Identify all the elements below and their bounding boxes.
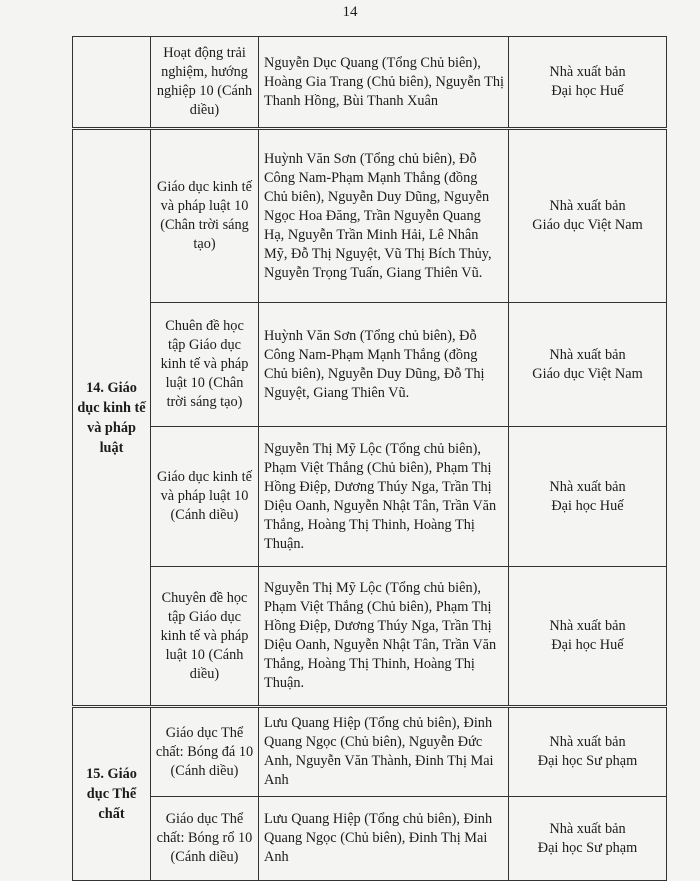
book-title: Giáo dục Thể chất: Bóng rổ 10 (Cánh diều) xyxy=(151,797,259,881)
book-publisher xyxy=(509,567,667,707)
book-authors: Lưu Quang Hiệp (Tổng chủ biên), Đinh Quang Ngọc (Chủ biên), Đinh Thị Mai Anh xyxy=(259,797,509,881)
publisher-line-1: Nhà xuất bản xyxy=(549,618,626,634)
publisher-line-1: Nhà xuất bản xyxy=(549,64,626,80)
publisher-line-1: Nhà xuất bản xyxy=(549,820,626,837)
book-title: Giáo dục Thể chất: Bóng đá 10 (Cánh diều) xyxy=(151,707,259,797)
table-row xyxy=(73,303,667,427)
table-row xyxy=(73,567,667,707)
publisher-line-2: Đại học Sư phạm xyxy=(537,839,638,856)
book-publisher xyxy=(509,303,667,427)
book-publisher xyxy=(509,129,667,303)
book-publisher xyxy=(509,707,667,797)
table-row xyxy=(73,707,667,797)
publisher-line-2: Đại học Huế xyxy=(551,637,624,653)
book-authors: Nguyễn Dục Quang (Tổng Chủ biên), Hoàng Gia Trang (Chủ biên), Nguyễn Thị Thanh Hồng, Bùi Thanh Xuân xyxy=(259,37,509,129)
book-authors: Nguyễn Thị Mỹ Lộc (Tổng chủ biên), Phạm Việt Thắng (Chủ biên), Phạm Thị Hồng Điệp, Dương Thúy Nga, Trần Thị Diệu Oanh, Nguyễn Nhật Tân, Trần Văn Thắng, Hoàng Thị Thinh, Hoàng Thị Thuận. xyxy=(259,567,509,707)
publisher-line-2: Giáo dục Việt Nam xyxy=(532,217,643,233)
publisher-line-2: Đại học Huế xyxy=(551,497,624,514)
book-authors: Huỳnh Văn Sơn (Tổng chủ biên), Đỗ Công Nam-Phạm Mạnh Thắng (đồng Chủ biên), Nguyễn Duy Dũng, Nguyễn Ngọc Hoa Đăng, Trần Nguyễn Quang Hạ, Nguyễn Trần Minh Hải, Lê Nhân Mỹ, Đỗ Thị Nguyệt, Vũ Thị Bích Thủy, Nguyễn Trọng Tuấn, Giang Thiên Vũ. xyxy=(259,129,509,303)
publisher-line-1: Nhà xuất bản xyxy=(549,478,626,495)
page-number: 14 xyxy=(342,4,358,20)
textbook-table xyxy=(72,36,667,881)
book-publisher xyxy=(509,37,667,129)
book-title: Chuyên đề học tập Giáo dục kinh tế và pháp luật 10 (Cánh diều) xyxy=(151,567,259,707)
subject-cell xyxy=(73,37,151,129)
table-row xyxy=(73,129,667,303)
book-publisher xyxy=(509,797,667,881)
book-title: Giáo dục kinh tế và pháp luật 10 (Cánh diều) xyxy=(151,427,259,567)
book-publisher xyxy=(509,427,667,567)
book-title: Giáo dục kinh tế và pháp luật 10 (Chân trời sáng tạo) xyxy=(151,129,259,303)
book-title: Hoạt động trải nghiệm, hướng nghiệp 10 (Cánh diều) xyxy=(151,37,259,129)
publisher-line-1: Nhà xuất bản xyxy=(549,198,626,214)
subject-cell: 15. Giáo dục Thể chất xyxy=(73,707,151,881)
book-authors: Huỳnh Văn Sơn (Tổng chủ biên), Đỗ Công Nam-Phạm Mạnh Thắng (đồng Chủ biên), Nguyễn Duy Dũng, Đỗ Thị Nguyệt, Giang Thiên Vũ. xyxy=(259,303,509,427)
book-authors: Lưu Quang Hiệp (Tổng chủ biên), Đinh Quang Ngọc (Chủ biên), Nguyễn Đức Anh, Nguyễn Văn Thành, Đinh Thị Mai Anh xyxy=(259,707,509,797)
publisher-line-1: Nhà xuất bản xyxy=(549,734,626,750)
publisher-line-2: Giáo dục Việt Nam xyxy=(532,365,643,382)
publisher-line-2: Đại học Huế xyxy=(551,83,624,99)
table-row xyxy=(73,797,667,881)
book-title: Chuên đề học tập Giáo dục kinh tế và pháp luật 10 (Chân trời sáng tạo) xyxy=(151,303,259,427)
publisher-line-1: Nhà xuất bản xyxy=(549,346,626,363)
subject-cell: 14. Giáo dục kinh tế và pháp luật xyxy=(73,129,151,707)
table-row xyxy=(73,37,667,129)
table-row xyxy=(73,427,667,567)
book-authors: Nguyễn Thị Mỹ Lộc (Tổng chủ biên), Phạm Việt Thắng (Chủ biên), Phạm Thị Hồng Điệp, Dương Thúy Nga, Trần Thị Diệu Oanh, Nguyễn Nhật Tân, Trần Văn Thắng, Hoàng Thị Thinh, Hoàng Thị Thuận. xyxy=(259,427,509,567)
publisher-line-2: Đại học Sư phạm xyxy=(537,753,638,769)
